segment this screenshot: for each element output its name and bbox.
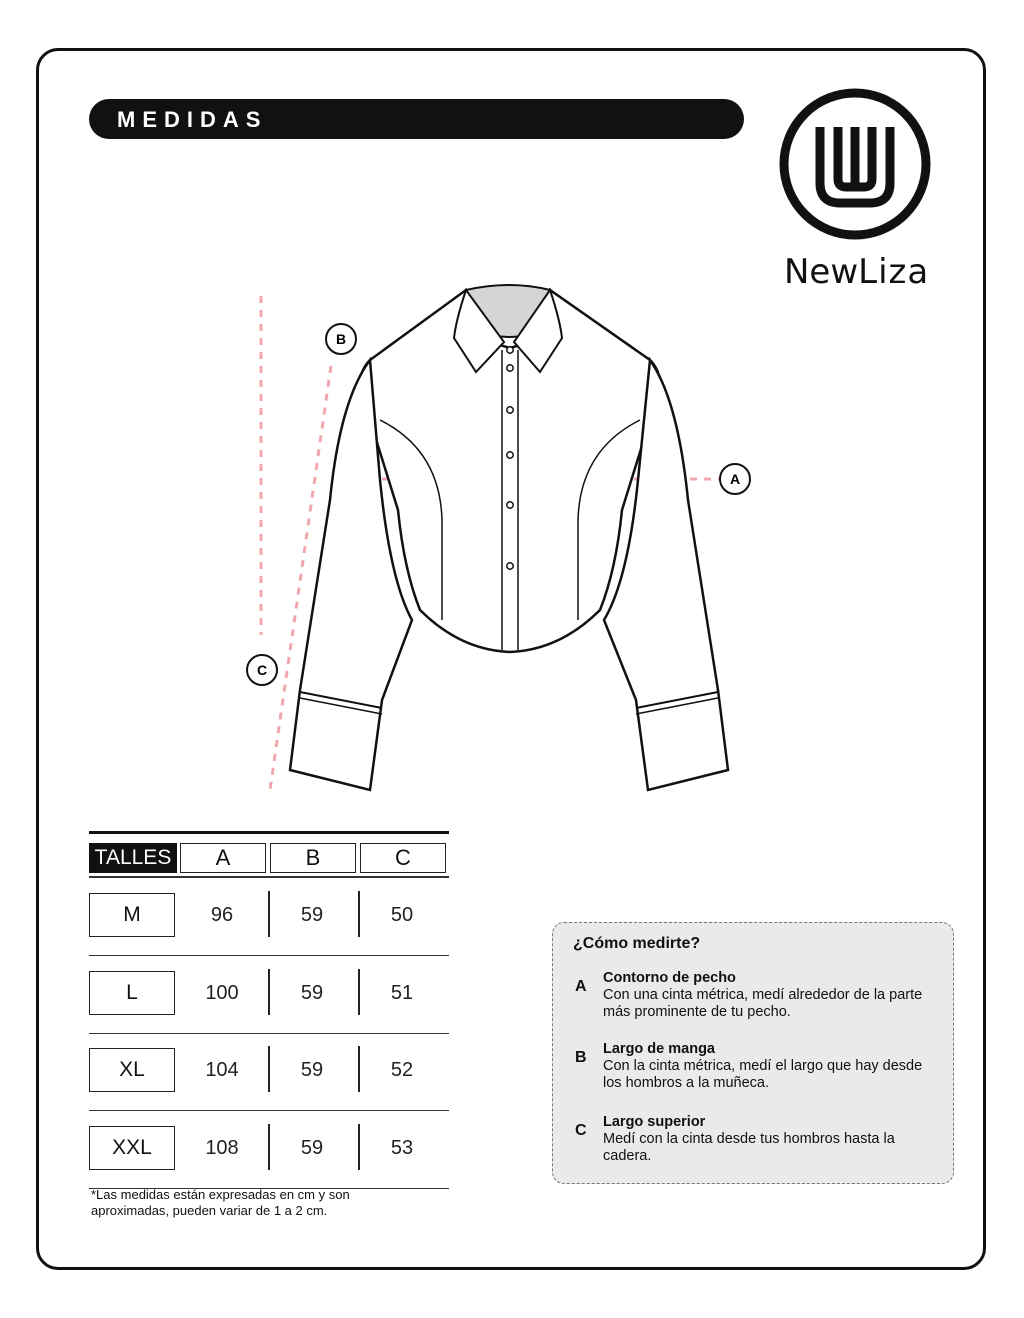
measure-name: Contorno de pecho bbox=[603, 970, 736, 986]
value-a: 96 bbox=[210, 904, 234, 926]
header-talles: TALLES bbox=[89, 843, 177, 873]
header-c: C bbox=[360, 843, 446, 873]
page-title: MEDIDAS bbox=[117, 107, 268, 132]
measure-name: Largo de manga bbox=[603, 1041, 715, 1057]
size-label: XXL bbox=[89, 1126, 175, 1170]
measure-description: Con una cinta métrica, medí alrededor de la parte más prominente de tu pecho. bbox=[603, 987, 923, 1020]
value-c: 52 bbox=[390, 1059, 414, 1081]
value-a: 108 bbox=[205, 1137, 239, 1159]
size-label: M bbox=[89, 893, 175, 937]
measure-letter: B bbox=[575, 1049, 587, 1066]
value-b: 59 bbox=[300, 1137, 324, 1159]
svg-text:A: A bbox=[729, 471, 741, 487]
table-row bbox=[89, 877, 449, 955]
table-row bbox=[89, 1032, 449, 1110]
value-a: 100 bbox=[205, 982, 239, 1004]
panel-title: ¿Cómo medirte? bbox=[573, 935, 701, 952]
label-b-marker bbox=[326, 324, 356, 354]
shirt-sketch bbox=[230, 280, 790, 800]
table-row bbox=[89, 1110, 449, 1188]
how-to-measure-panel bbox=[552, 922, 954, 1184]
table-top-rule bbox=[89, 831, 449, 834]
measure-letter: C bbox=[575, 1122, 587, 1139]
value-b: 59 bbox=[300, 1059, 324, 1081]
brand-name: NewLiza bbox=[784, 252, 930, 292]
newliza-w-logo-icon bbox=[778, 87, 932, 241]
svg-text:C: C bbox=[256, 662, 268, 678]
label-c-marker bbox=[247, 655, 277, 685]
value-b: 59 bbox=[300, 904, 324, 926]
measure-letter: A bbox=[575, 978, 587, 995]
measure-name: Largo superior bbox=[603, 1114, 706, 1130]
measure-description: Con la cinta métrica, medí el largo que hay desde los hombros a la muñeca. bbox=[603, 1058, 923, 1091]
title-bar bbox=[89, 99, 744, 139]
value-c: 51 bbox=[390, 982, 414, 1004]
size-label: XL bbox=[89, 1048, 175, 1092]
footnote: *Las medidas están expresadas en cm y son aproximadas, pueden variar de 1 a 2 cm. bbox=[91, 1187, 350, 1218]
value-b: 59 bbox=[300, 982, 324, 1004]
header-b: B bbox=[270, 843, 356, 873]
value-c: 53 bbox=[390, 1137, 414, 1159]
svg-text:B: B bbox=[335, 331, 347, 347]
measure-description: Medí con la cinta desde tus hombros hasta la cadera. bbox=[603, 1131, 895, 1164]
value-c: 50 bbox=[390, 904, 414, 926]
table-row bbox=[89, 955, 449, 1033]
header-a: A bbox=[180, 843, 266, 873]
value-a: 104 bbox=[205, 1059, 239, 1081]
label-a-marker bbox=[720, 464, 750, 494]
size-label: L bbox=[89, 971, 175, 1015]
